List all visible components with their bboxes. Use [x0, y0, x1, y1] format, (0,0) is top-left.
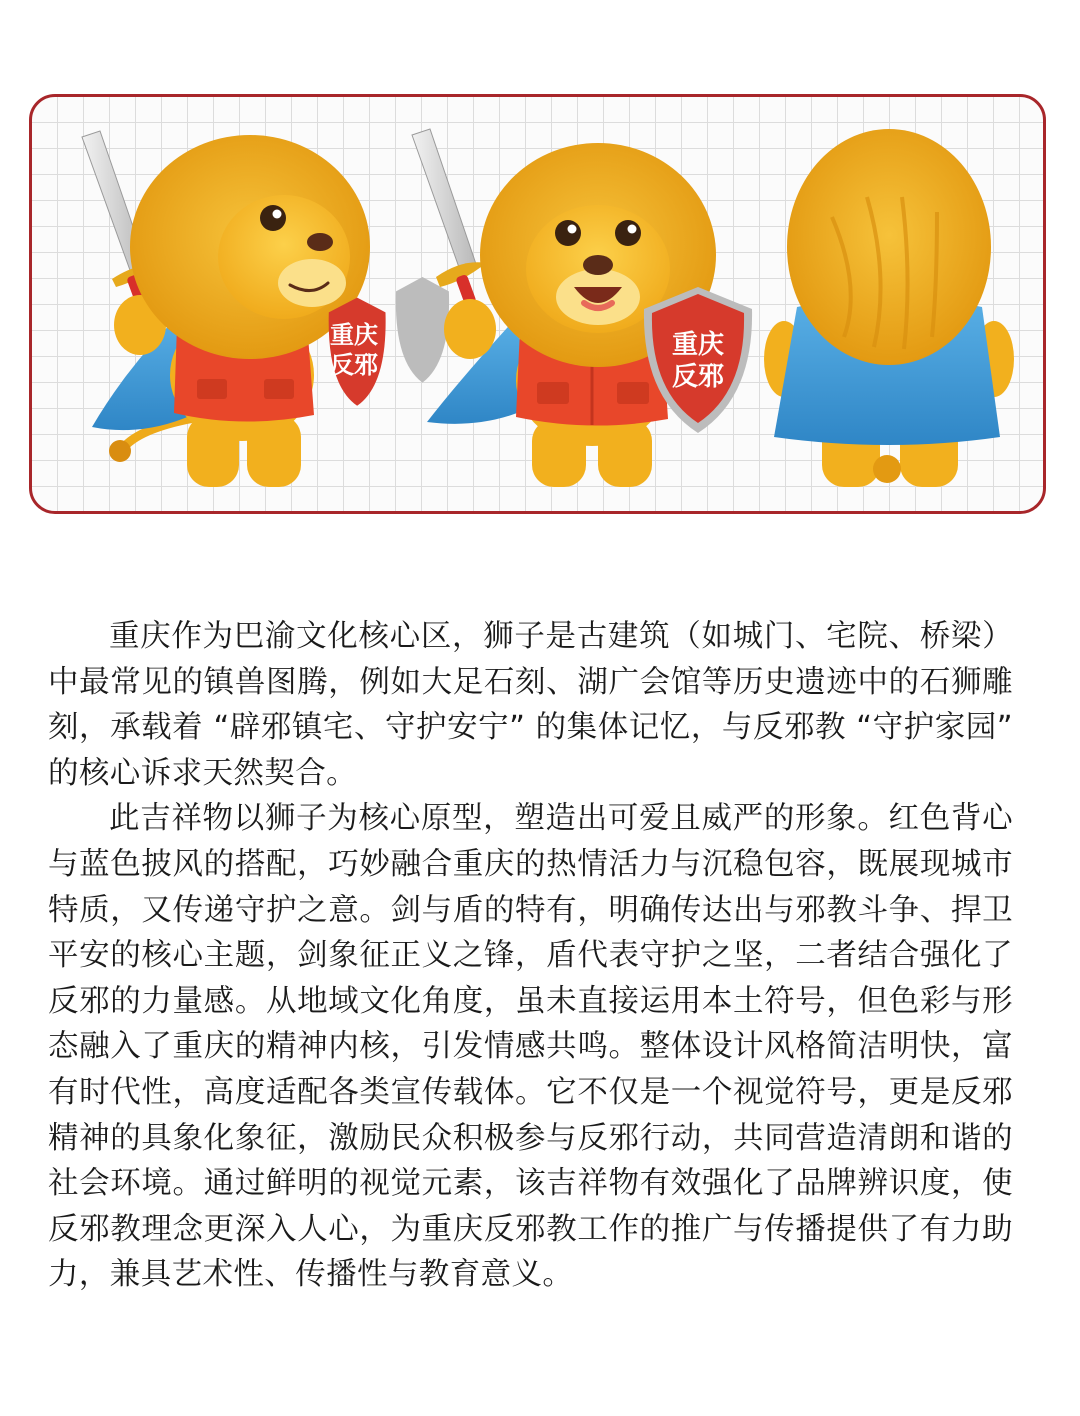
article-paragraph-2: 此吉祥物以狮子为核心原型，塑造出可爱且威严的形象。红色背心与蓝色披风的搭配，巧妙融合重庆的热情活力与沉稳包容，既展现城市特质，又传递守护之意。剑与盾的特有，明确传达出与邪教斗争、捍卫平安的核心主题，剑象征正义之锋，盾代表守护之坚，二者结合强化了反邪的力量感。从地域文化角度，虽未直接运用本土符号，但色彩与形态融入了重庆的精神内核，引发情感共鸣。整体设计风格简洁明快，富有时代性，高度适配各类宣传载体。它不仅是一个视觉符号，更是反邪精神的具象化象征，激励民众积极参与反邪行动，共同营造清朗和谐的社会环境。通过鲜明的视觉元素，该吉祥物有效强化了品牌辨识度，使反邪教理念更深入人心，为重庆反邪教工作的推广与传播提供了有力助力，兼具艺术性、传播性与教育意义。 — [48, 801, 1013, 1293]
lion-mascot-side-view — [82, 131, 449, 487]
shield-text-line-1: 重庆 — [671, 330, 725, 360]
shield-text-line-2: 反邪 — [330, 351, 378, 379]
mascot-illustration — [32, 97, 1043, 511]
shield-text-line-2: 反邪 — [671, 362, 725, 392]
shield-text-line-1: 重庆 — [330, 321, 378, 349]
article-paragraph-1: 重庆作为巴渝文化核心区，狮子是古建筑（如城门、宅院、桥梁）中最常见的镇兽图腾，例如大足石刻、湖广会馆等历史遗迹中的石狮雕刻，承载着 “辟邪镇宅、守护安宁” 的集体记忆，与反邪教 “守护家园” 的核心诉求天然契合。 — [48, 619, 1013, 791]
article-body — [48, 614, 1013, 1298]
lion-mascot-back-view — [764, 129, 1014, 487]
mascot-illustration-frame — [29, 94, 1046, 514]
lion-mascot-front-view — [412, 129, 752, 487]
